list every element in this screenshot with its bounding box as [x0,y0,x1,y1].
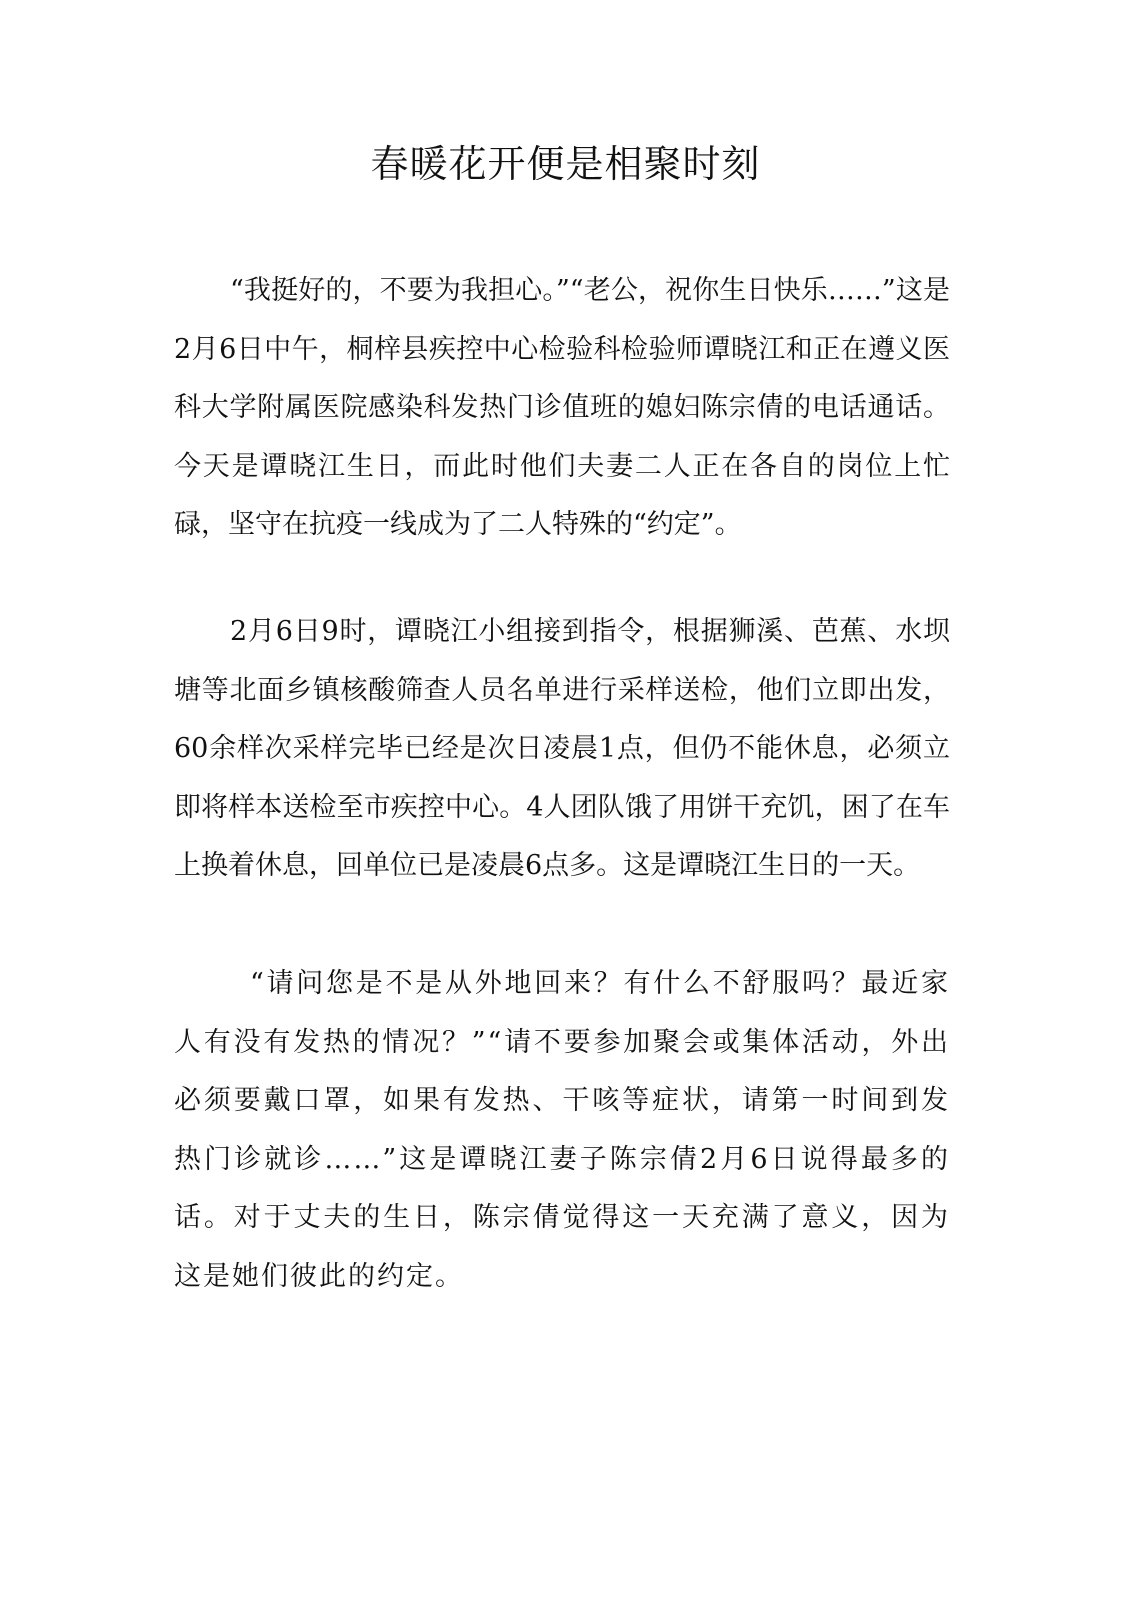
paragraph-2: 2月6日9时，谭晓江小组接到指令，根据狮溪、芭蕉、水坝塘等北面乡镇核酸筛查人员名单进行采样送检，他们立即出发，60余样次采样完毕已经是次日凌晨1点，但仍不能休息，必须立即将样本送检至市疾控中心。4人团队饿了用饼干充饥，困了在车上换着休息，回单位已是凌晨6点多。这是谭晓江生日的一天。 [174,616,950,881]
page-title: 春暖花开便是相聚时刻 [370,142,761,186]
paragraph-1: “我挺好的，不要为我担心。”“老公，祝你生日快乐……”这是2月6日中午，桐梓县疾控中心检验科检验师谭晓江和正在遵义医科大学附属医院感染科发热门诊值班的媳妇陈宗倩的电话通话。今天是谭晓江生日，而此时他们夫妻二人正在各自的岗位上忙碌，坚守在抗疫一线成为了二人特殊的“约定”。 [174,275,950,540]
paragraph-3: “请问您是不是从外地回来？有什么不舒服吗？最近家人有没有发热的情况？”“请不要参加聚会或集体活动，外出必须要戴口罩，如果有发热、干咳等症状，请第一时间到发热门诊就诊……”这是谭晓江妻子陈宗倩2月6日说得最多的话。对于丈夫的生日，陈宗倩觉得这一天充满了意义，因为这是她们彼此的约定。 [174,968,950,1292]
